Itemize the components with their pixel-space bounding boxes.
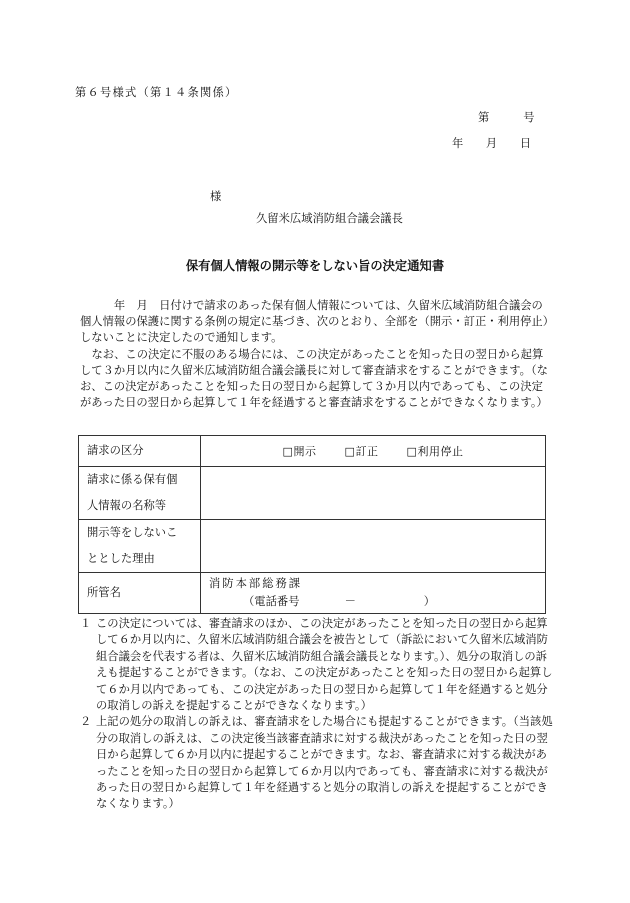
note-1-text: この決定については、審査請求のほか、この決定があったことを知った日の翌日から起算して６か月以内に、久留米広域消防組合議会を被告として（訴訟において久留米広域消防組合議会を代表する者は、久留米広域消防組合議会議長となります。）、処分の取消しの訴えも提起することができます。（なお、この決定があったことを知った日の翌日から起算して６か月以内であっても、この決定があった日の翌日から起算して１年を経過すると処分の取消しの訴えを提起することができなくなります。）	[96, 617, 553, 713]
department-value	[201, 573, 546, 614]
option-disclose[interactable]: □開示	[282, 445, 317, 458]
table-row-reason	[79, 520, 546, 573]
sender-name: 久留米広域消防組合議会議長	[256, 212, 403, 225]
reason-label: 開示等をしないこ ととした理由	[79, 520, 201, 573]
request-type-label: 請求の区分	[79, 436, 201, 467]
note-2-number: ２	[80, 715, 92, 729]
document-date: 年 月 日	[452, 137, 532, 150]
document-number: 第 号	[478, 111, 535, 124]
form-number: 第６号様式（第１４条関係）	[75, 86, 238, 99]
request-type-options	[201, 436, 546, 467]
department-phone: （電話番号 － ）	[243, 595, 436, 608]
option-correct[interactable]: □訂正	[344, 445, 379, 458]
info-name-value[interactable]	[201, 467, 546, 520]
note-1-number: １	[80, 617, 92, 630]
table-row-request-type	[79, 436, 546, 467]
decision-table	[78, 435, 546, 614]
note-2	[80, 714, 554, 812]
table-row-info-name	[79, 467, 546, 520]
notes-section	[80, 616, 554, 813]
option-suspend[interactable]: □利用停止	[406, 445, 464, 458]
notice-body	[80, 298, 550, 411]
department-label: 所管名	[79, 573, 201, 614]
body-paragraph-2: なお、この決定に不服のある場合には、この決定があったことを知った日の翌日から起算して３か月以内に久留米広域消防組合議会議長に対して審査請求をすることができます。（なお、この決定があったことを知った日の翌日から起算して３か月以内であっても、この決定があった日の翌日から起算して１年を経過すると審査請求をすることができなくなります。）	[80, 347, 548, 410]
department-name: 消防本部総務課	[209, 577, 303, 590]
document-title: 保有個人情報の開示等をしない旨の決定通知書	[185, 258, 445, 273]
addressee-suffix: 様	[210, 190, 222, 203]
note-1	[80, 616, 554, 714]
table-row-department	[79, 573, 546, 614]
body-paragraph-1: 年 月 日付けで請求のあった保有個人情報については、久留米広域消防組合議会の個人情報の保護に関する条例の規定に基づき、次のとおり、全部を（開示・訂正・利用停止）しないことに決定したので通知します。	[80, 299, 549, 345]
info-name-label: 請求に係る保有個 人情報の名称等	[79, 467, 201, 520]
note-2-text: 上記の処分の取消しの訴えは、審査請求をした場合にも提起することができます。（当該処分の取消しの訴えは、この決定後当該審査請求に対する裁決があったことを知った日の翌日から起算して６か月以内に提起することができます。なお、審査請求に対する裁決があったことを知った日の翌日から起算して６か月以内であっても、審査請求に対する裁決があった日の翌日から起算して１年を経過すると処分の取消しの訴えを提起することができなくなります。）	[96, 715, 553, 811]
reason-value[interactable]	[201, 520, 546, 573]
